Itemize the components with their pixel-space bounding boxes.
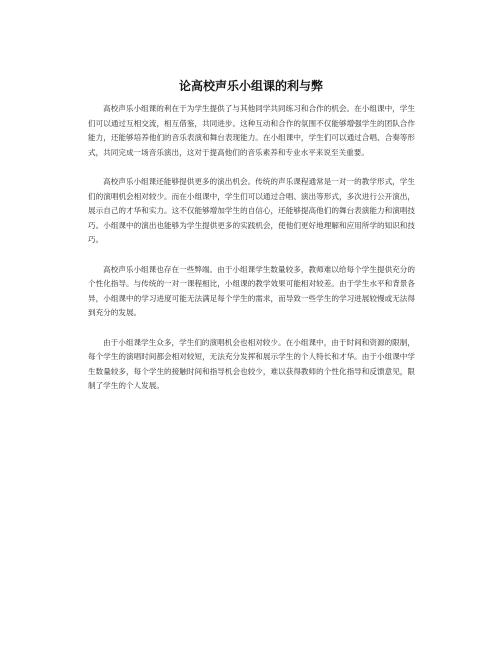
document-title: 论高校声乐小组课的利与弊: [178, 79, 323, 93]
paragraph-4: 由于小组课学生众多，学生们的演唱机会也相对较少。在小组课中，由于时间和资源的限制，每个学生的演唱时间都会相对较短，无法充分发挥和展示学生的个人特长和才华。由于小组课中学生数量较多，每个学生的接触时间和指导机会也较少，难以获得教师的个性化指导和反馈意见，限制了学生的个人发展。: [88, 337, 415, 390]
paragraph-3: 高校声乐小组课也存在一些弊端。由于小组课学生数量较多，教师难以给每个学生提供充分的个性化指导。与传统的一对一课程相比，小组课的教学效果可能相对较差。由于学生水平和背景各异，小组课中的学习进度可能无法满足每个学生的需求，而导致一些学生的学习进展较慢或无法得到充分的发展。: [88, 264, 415, 317]
document-body: [88, 102, 415, 409]
paragraph-2: 高校声乐小组课还能够提供更多的演出机会。传统的声乐课程通常是一对一的教学形式，学生们的演唱机会相对较少。而在小组课中，学生们可以通过合唱、演出等形式，多次进行公开演出，展示自己的才华和实力。这不仅能够增加学生的自信心，还能够提高他们的舞台表演能力和演唱技巧。小组课中的演出也能够为学生提供更多的实践机会，使他们更好地理解和应用所学的知识和技巧。: [88, 177, 415, 244]
paragraph-1: 高校声乐小组课的利在于为学生提供了与其他同学共同练习和合作的机会。在小组课中，学生们可以通过互相交流，相互借鉴，共同进步。这种互动和合作的氛围不仅能够增强学生的团队合作能力，还能够培养他们的音乐表演和舞台表现能力。在小组课中，学生们可以通过合唱、合奏等形式，共同完成一场音乐演出，这对于提高他们的音乐素养和专业水平来说至关重要。: [88, 104, 415, 157]
